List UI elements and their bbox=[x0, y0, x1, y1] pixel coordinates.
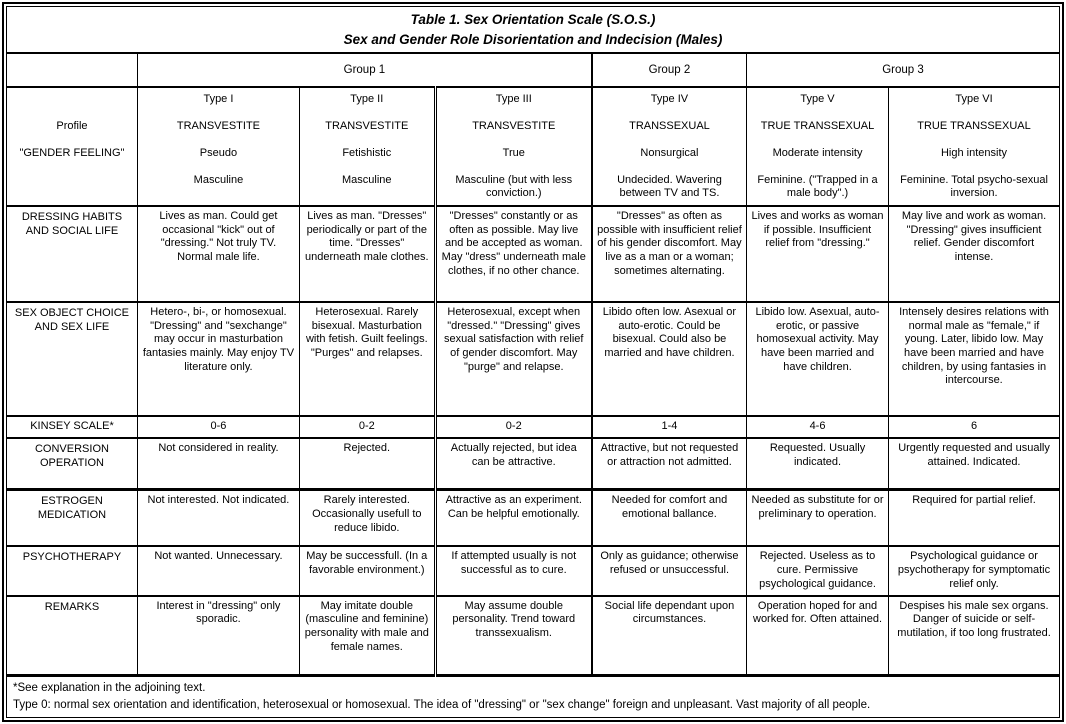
type-label: Type II bbox=[350, 92, 384, 105]
column-header-type-ii bbox=[299, 87, 435, 206]
table-cell: Needed for comfort and emotional ballance. bbox=[592, 490, 747, 547]
table-cell: Libido often low. Asexual or auto-erotic. Could be bisexual. Could also be married and have children. bbox=[592, 302, 747, 416]
type-qualifier: Fetishistic bbox=[342, 146, 392, 159]
group-header-row bbox=[7, 53, 1059, 86]
type-label: Type IV bbox=[650, 92, 689, 105]
table-cell: Rejected. bbox=[299, 438, 435, 489]
type-feeling: Feminine. ("Trapped in a male body".) bbox=[757, 173, 878, 200]
table-cell: Heterosexual, except when "dressed." "Dressing" gives sexual satisfaction with relief of gender discomfort. May "purge" and relapse. bbox=[435, 302, 592, 416]
table-cell: Despises his male sex organs. Danger of suicide or self-mutilation, if too long frustrated. bbox=[889, 596, 1059, 676]
type-label: Type I bbox=[203, 92, 234, 105]
row-header: CONVERSION OPERATION bbox=[7, 438, 137, 489]
type-label: Type V bbox=[800, 92, 835, 105]
table-cell: Hetero-, bi-, or homosexual. "Dressing" and "sexchange" may occur in masturbation fantasies mainly. May enjoy TV literature only. bbox=[137, 302, 299, 416]
type-name: TRANSSEXUAL bbox=[629, 119, 710, 132]
table-cell: 6 bbox=[889, 416, 1059, 438]
row-psychotherapy bbox=[7, 546, 1059, 595]
table-cell: 0-2 bbox=[435, 416, 592, 438]
table-cell: Not interested. Not indicated. bbox=[137, 490, 299, 547]
column-header-type-iii bbox=[435, 87, 592, 206]
table-title-line2: Sex and Gender Role Disorientation and Indecision (Males) bbox=[343, 31, 723, 47]
table-cell: May imitate double (masculine and feminine) personality with male and female names. bbox=[299, 596, 435, 676]
type-feeling: Feminine. Total psycho-sexual inversion. bbox=[900, 173, 1048, 200]
table-cell: 1-4 bbox=[592, 416, 747, 438]
table-cell: May be successfull. (In a favorable environment.) bbox=[299, 546, 435, 595]
column-header-type-i bbox=[137, 87, 299, 206]
type-name: TRUE TRANSSEXUAL bbox=[760, 119, 875, 132]
table-cell: Required for partial relief. bbox=[889, 490, 1059, 547]
row-header: DRESSING HABITS AND SOCIAL LIFE bbox=[7, 206, 137, 302]
table-title-line1: Table 1. Sex Orientation Scale (S.O.S.) bbox=[410, 12, 656, 28]
table-outer-frame bbox=[2, 2, 1064, 722]
table-cell: May assume double personality. Trend toward transsexualism. bbox=[435, 596, 592, 676]
table-title bbox=[7, 7, 1059, 53]
type-name: TRUE TRANSSEXUAL bbox=[917, 119, 1031, 132]
sos-table bbox=[7, 7, 1059, 717]
row-header: REMARKS bbox=[7, 596, 137, 676]
table-cell: "Dresses" as often as possible with insufficient relief of his gender discomfort. May live as a man or a woman; sometimes alternating. bbox=[592, 206, 747, 302]
table-cell: Attractive as an experiment. Can be helpful emotionally. bbox=[435, 490, 592, 547]
type-qualifier: Nonsurgical bbox=[640, 146, 699, 159]
type-feeling: Masculine (but with less conviction.) bbox=[455, 173, 573, 200]
table-cell: Requested. Usually indicated. bbox=[747, 438, 889, 489]
type-name: TRANSVESTITE bbox=[325, 119, 409, 132]
table-cell: Heterosexual. Rarely bisexual. Masturbation with fetish. Guilt feelings. "Purges" and relapses. bbox=[299, 302, 435, 416]
type-qualifier: High intensity bbox=[940, 146, 1008, 159]
table-cell: Urgently requested and usually attained. Indicated. bbox=[889, 438, 1059, 489]
type-label: Type VI bbox=[955, 92, 993, 105]
profile-row bbox=[7, 87, 1059, 206]
table-cell: Psychological guidance or psychotherapy for symptomatic relief only. bbox=[889, 546, 1059, 595]
row-kinsey-scale bbox=[7, 416, 1059, 438]
table-cell: 4-6 bbox=[747, 416, 889, 438]
type-name: TRANSVESTITE bbox=[176, 119, 260, 132]
table-cell: 0-2 bbox=[299, 416, 435, 438]
column-header-type-iv bbox=[592, 87, 747, 206]
table-cell: Only as guidance; otherwise refused or unsuccessful. bbox=[592, 546, 747, 595]
type-feeling: Undecided. Wavering between TV and TS. bbox=[617, 173, 722, 200]
table-cell: Lives as man. Could get occasional "kick" out of "dressing." Not truly TV. Normal male life. bbox=[137, 206, 299, 302]
spacer bbox=[11, 93, 133, 120]
group-header-2: Group 2 bbox=[592, 53, 747, 86]
table-cell: Social life dependant upon circumstances. bbox=[592, 596, 747, 676]
row-remarks bbox=[7, 596, 1059, 676]
footnote-asterisk: *See explanation in the adjoining text. bbox=[13, 682, 206, 694]
group-header-3: Group 3 bbox=[747, 53, 1059, 86]
footnote-type-0: Type 0: normal sex orientation and identification, heterosexual or homosexual. The idea of "dressing" or "sex change" foreign and unpleasant. Vast majority of all people. bbox=[13, 698, 871, 711]
table-cell: If attempted usually is not successful as to cure. bbox=[435, 546, 592, 595]
table-cell: Actually rejected, but idea can be attractive. bbox=[435, 438, 592, 489]
table-cell: Libido low. Asexual, auto-erotic, or passive homosexual activity. May have been married and have children. bbox=[747, 302, 889, 416]
type-name: TRANSVESTITE bbox=[472, 119, 556, 132]
table-cell: Attractive, but not requested or attraction not admitted. bbox=[592, 438, 747, 489]
row-conversion-operation bbox=[7, 438, 1059, 489]
table-cell: "Dresses" constantly or as often as possible. May live and be accepted as woman. May "dress" underneath male clothes, if no other chance. bbox=[435, 206, 592, 302]
type-qualifier: Moderate intensity bbox=[772, 146, 863, 159]
row-header: KINSEY SCALE* bbox=[7, 416, 137, 438]
footnotes bbox=[7, 676, 1059, 718]
table-inner-frame bbox=[6, 6, 1060, 718]
table-cell: Rarely interested. Occasionally usefull to reduce libido. bbox=[299, 490, 435, 547]
table-cell: Lives and works as woman if possible. Insufficient relief from "dressing." bbox=[747, 206, 889, 302]
row-header-profile bbox=[7, 87, 137, 206]
column-header-type-vi bbox=[889, 87, 1059, 206]
table-cell: Needed as substitute for or preliminary to operation. bbox=[747, 490, 889, 547]
group-header-spacer bbox=[7, 53, 137, 86]
table-cell: Not wanted. Unnecessary. bbox=[137, 546, 299, 595]
row-header: ESTROGEN MEDICATION bbox=[7, 490, 137, 547]
row-header: SEX OBJECT CHOICE AND SEX LIFE bbox=[7, 302, 137, 416]
type-feeling: Masculine bbox=[342, 173, 392, 186]
gender-feeling-label: "GENDER FEELING" bbox=[19, 146, 125, 159]
table-cell: May live and work as woman. "Dressing" gives insufficient relief. Gender discomfort intense. bbox=[889, 206, 1059, 302]
table-cell: Rejected. Useless as to cure. Permissive psychological guidance. bbox=[747, 546, 889, 595]
table-cell: Not considered in reality. bbox=[137, 438, 299, 489]
title-row bbox=[7, 7, 1059, 53]
profile-label: Profile bbox=[56, 119, 88, 132]
table-cell: Interest in "dressing" only sporadic. bbox=[137, 596, 299, 676]
row-dressing-habits bbox=[7, 206, 1059, 302]
type-qualifier: Pseudo bbox=[199, 146, 238, 159]
type-label: Type III bbox=[495, 92, 532, 105]
column-header-type-v bbox=[747, 87, 889, 206]
group-header-1: Group 1 bbox=[137, 53, 591, 86]
table-cell: Intensely desires relations with normal male as "female," if young. Later, libido low. May have been married and have children, by using fantasies in intercourse. bbox=[889, 302, 1059, 416]
type-feeling: Masculine bbox=[193, 173, 244, 186]
row-header: PSYCHOTHERAPY bbox=[7, 546, 137, 595]
row-estrogen-medication bbox=[7, 490, 1059, 547]
type-qualifier: True bbox=[502, 146, 525, 159]
footnote-row bbox=[7, 676, 1059, 718]
table-cell: Operation hoped for and worked for. Often attained. bbox=[747, 596, 889, 676]
table-cell: Lives as man. "Dresses" periodically or part of the time. "Dresses" underneath male clothes. bbox=[299, 206, 435, 302]
table-cell: 0-6 bbox=[137, 416, 299, 438]
row-sex-object-choice bbox=[7, 302, 1059, 416]
